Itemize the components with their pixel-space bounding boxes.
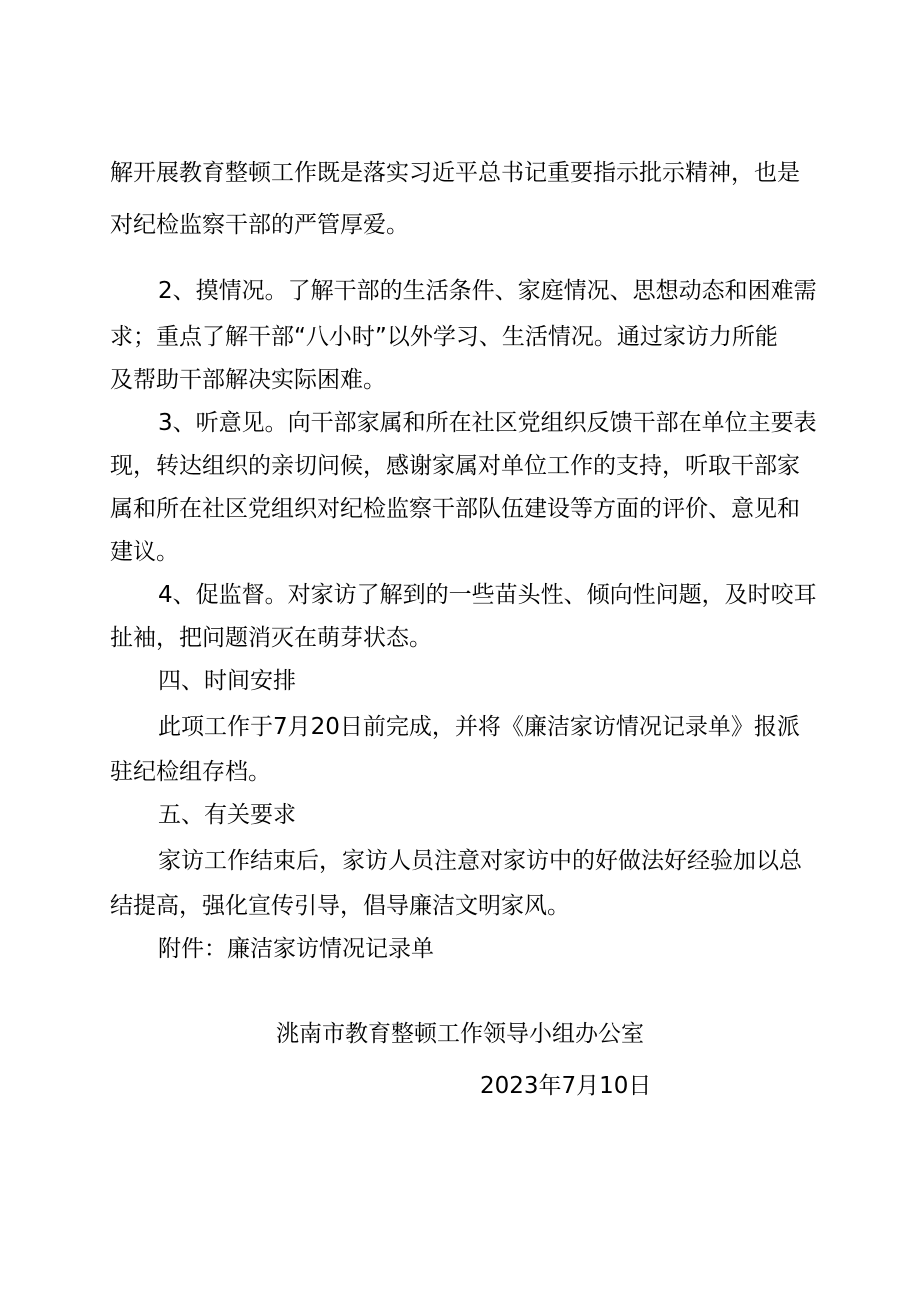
signature-organization: 洮南市教育整顿工作领导小组办公室 xyxy=(276,1021,644,1047)
paragraph-line: 3、听意见。向干部家属和所在社区党组织反馈干部在单位主要表 xyxy=(158,410,817,436)
paragraph-line: 现，转达组织的亲切问候，感谢家属对单位工作的支持，听取干部家 xyxy=(110,453,800,479)
paragraph-line: 驻纪检组存档。 xyxy=(110,759,271,785)
signature-date: 2023年7月10日 xyxy=(480,1073,652,1099)
paragraph-line: 扯袖，把问题消灭在萌芽状态。 xyxy=(110,625,432,651)
paragraph-line: 2、摸情况。了解干部的生活条件、家庭情况、思想动态和困难需 xyxy=(158,278,817,304)
paragraph-line: 属和所在社区党组织对纪检监察干部队伍建设等方面的评价、意见和 xyxy=(110,496,800,522)
paragraph-line: 结提高，强化宣传引导，倡导廉洁文明家风。 xyxy=(110,893,570,919)
paragraph-line: 家访工作结束后，家访人员注意对家访中的好做法好经验加以总 xyxy=(158,848,802,874)
section-heading: 五、有关要求 xyxy=(158,802,296,828)
attachment-note: 附件：廉洁家访情况记录单 xyxy=(158,936,434,962)
paragraph-line: 建议。 xyxy=(110,539,179,565)
paragraph-line: 解开展教育整顿工作既是落实习近平总书记重要指示批示精神，也是 xyxy=(110,160,800,186)
paragraph-line: 4、促监督。对家访了解到的一些苗头性、倾向性问题，及时咬耳 xyxy=(158,582,817,608)
paragraph-line: 此项工作于7月20日前完成，并将《廉洁家访情况记录单》报派 xyxy=(158,714,800,740)
paragraph-line: 及帮助干部解决实际困难。 xyxy=(110,367,386,393)
section-heading: 四、时间安排 xyxy=(158,668,296,694)
paragraph-line: 对纪检监察干部的严管厚爱。 xyxy=(110,212,409,238)
paragraph-line: 求；重点了解干部“八小时”以外学习、生活情况。通过家访力所能 xyxy=(110,324,778,350)
